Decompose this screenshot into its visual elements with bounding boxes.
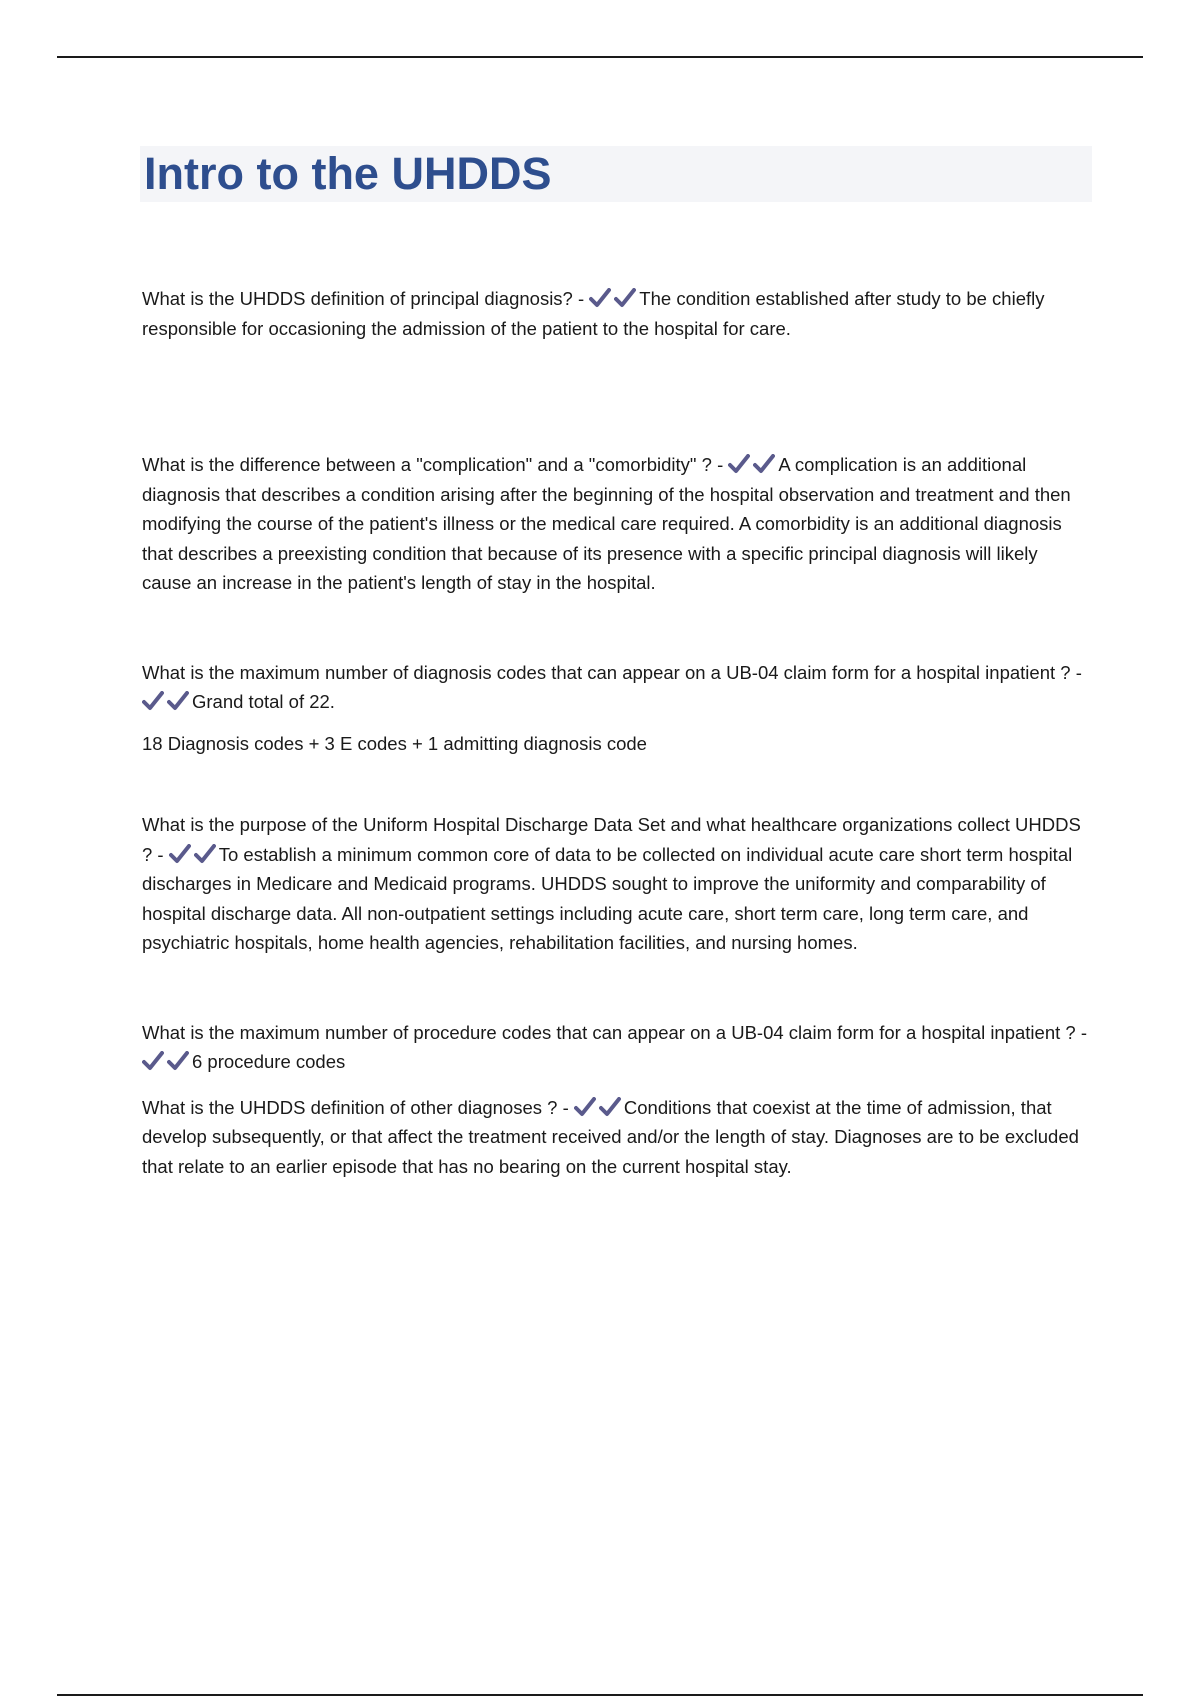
checkmark-icon (194, 844, 216, 864)
qa-item-max-diagnosis-codes (142, 658, 1092, 717)
question-text: What is the purpose of the Uniform Hospital Discharge Data Set and what healthcare organizations collect UHDDS ? - (142, 814, 1081, 865)
answer-text: Grand total of 22. (192, 691, 335, 712)
answer-text: 6 procedure codes (192, 1051, 346, 1072)
title-band (140, 146, 1092, 202)
top-rule (57, 56, 1143, 58)
answer-extra-text: 18 Diagnosis codes + 3 E codes + 1 admitting diagnosis code (142, 732, 647, 754)
answer-text: The condition established after study to be chiefly responsible for occasioning the admission of the patient to the hospital for care. (142, 288, 1045, 339)
question-text: What is the UHDDS definition of other diagnoses ? - (142, 1096, 569, 1118)
checkmark-icon (142, 691, 164, 711)
answer-text: A complication is an additional diagnosis that describes a condition arising after the beginning of the hospital observation and treatment and then modifying the course of the patient's illness or the medical care required. A comorbidity is an additional diagnosis that describes a preexisting condition that because of its presence with a specific principal diagnosis will likely cause an increase in the patient's length of stay in the hospital. (142, 454, 1071, 593)
checkmark-icon (753, 454, 775, 474)
answer-text: Conditions that coexist at the time of admission, that develop subsequently, or that affect the treatment received and/or the length of stay. Diagnoses are to be excluded that relate to an earlier episode that has no bearing on the current hospital stay. (142, 1096, 1079, 1177)
qa-item-max-procedure-codes (142, 1018, 1092, 1077)
question-text: What is the maximum number of diagnosis codes that can appear on a UB-04 claim form for a hospital inpatient ? - (142, 661, 1082, 683)
checkmark-icon (167, 1051, 189, 1071)
answer-text: To establish a minimum common core of data to be collected on individual acute care short term hospital discharges in Medicare and Medicaid programs. UHDDS sought to improve the uniformity and comparability of hospital discharge data. All non-outpatient settings including acute care, short term care, long term care, and psychiatric hospitals, home health agencies, rehabilitation facilities, and nursing homes. (142, 843, 1073, 953)
checkmark-icon (167, 691, 189, 711)
page-title: Intro to the UHDDS (144, 148, 552, 199)
checkmark-icon (589, 288, 611, 308)
question-text: What is the UHDDS definition of principal diagnosis? - (142, 288, 585, 309)
checkmark-icon (614, 288, 636, 308)
question-text: What is the maximum number of procedure codes that can appear on a UB-04 claim form for a hospital inpatient ? - (142, 1021, 1087, 1043)
document-page (142, 146, 1092, 1181)
checkmark-icon (574, 1097, 596, 1117)
qa-item-principal-diagnosis (142, 284, 1092, 343)
qa-item-complication-comorbidity (142, 450, 1092, 598)
qa-item-other-diagnoses (142, 1093, 1092, 1182)
question-text: What is the difference between a "complication" and a "comorbidity" ? - (142, 454, 724, 475)
checkmark-icon (599, 1097, 621, 1117)
qa-item-uhdds-purpose (142, 810, 1092, 958)
checkmark-icon (142, 1051, 164, 1071)
checkmark-icon (728, 454, 750, 474)
checkmark-icon (169, 844, 191, 864)
bottom-rule (57, 1694, 1143, 1696)
